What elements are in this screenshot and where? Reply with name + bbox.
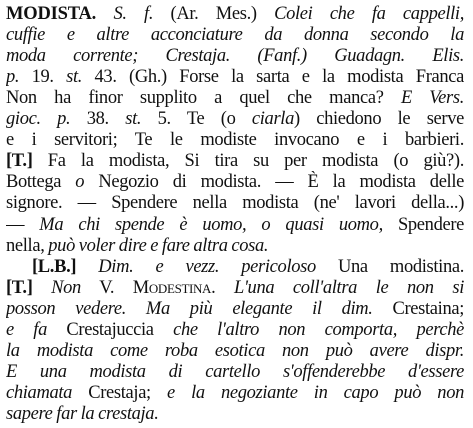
italic-text: (Fanf.) [257,46,307,67]
entry-line [6,3,464,25]
entry-line [6,382,464,404]
italic-text: st. [125,109,142,130]
italic-text: E una modista di cartello s'offenderebbe d'essere [6,361,464,382]
entry-text: 19. [19,67,67,88]
entry-text: Negozio di modista. — È la modista delle [84,172,464,193]
italic-text: che l'altro non comporta, perchè [173,319,464,340]
entry-text: Non ha finor supplito a quel che manca? [6,88,401,109]
cross-reference: Modestina. [132,277,216,298]
italic-text: Ma chi spende è uomo, o quasi uomo, [39,214,383,235]
source-marker: [T.] [6,151,33,172]
entry-line [6,66,464,88]
entry-line [6,45,464,67]
italic-text: chiamata [6,382,73,403]
entry-line [6,192,464,214]
italic-text: Dim. e vezz. pericoloso [98,256,316,277]
entry-text: e i servitori; Te le modiste invocano e i barbieri. [6,130,464,151]
entry-line [6,277,464,299]
entry-text: Una modistina. [315,256,464,277]
entry-text: Spendere [382,214,464,235]
source-marker: [L.B.] [32,256,77,277]
entry-line [6,340,464,362]
entry-line [6,150,464,172]
italic-text: cuffie e altre acconciature da donna secondo la [6,25,464,46]
entry-text: 5. Te (o [141,109,252,130]
italic-text: Guadagn. Elis. [334,46,464,67]
entry-line [6,361,464,383]
entry-line [6,87,464,109]
italic-text: S. f. [113,4,154,24]
italic-text: gioc. p. [6,109,71,130]
entry-line [6,24,464,46]
entry-text: Crestaina; [372,298,464,319]
entry-line [6,129,464,151]
entry-text: — [6,214,40,235]
entry-text: nella, [6,235,49,256]
entry-text [307,46,334,66]
entry-text: signore. — Spendere nella modista (ne' lavori della...) [6,193,464,214]
italic-text: st. [66,67,83,88]
entry-line [6,319,464,341]
entry-line [6,298,464,320]
italic-text: Colei che fa cappelli, [274,4,464,24]
entry-text [96,4,113,24]
italic-text: p. [6,67,20,88]
italic-text: e fa [6,319,47,340]
entry-text: Bottega [6,172,76,193]
entry-text: (Ar. Mes.) [153,4,275,24]
entry-line [6,108,464,130]
italic-text: o [75,172,85,193]
italic-text: sapere far la crestaja. [6,403,159,424]
italic-text: E Vers. [400,88,464,109]
entry-text [215,278,234,298]
entry-line [32,256,464,278]
entry-line [6,403,464,425]
italic-text: può voler dire e fare altra cosa. [48,235,269,256]
entry-line [6,214,464,236]
entry-text: V. [80,277,133,298]
headword: MODISTA. [6,4,97,24]
entry-text: Crestajuccia [46,319,174,340]
entry-line [6,171,464,193]
italic-text: L'una coll'altra le non si [234,277,464,298]
entry-text [33,278,52,298]
source-marker: [T.] [6,277,33,298]
italic-text: posson vedere. Ma più elegante il dim. [6,298,373,319]
italic-text: e la negoziante in capo può non [167,382,464,403]
entry-text: ) chiedono le serve [293,109,464,130]
entry-text: 38. [70,109,126,130]
entry-text [76,257,98,277]
italic-text: ciarla [251,109,294,130]
entry-text: Fa la modista, Si tira su per modista (o giù?). [32,151,464,172]
italic-text: moda corrente; Crestaja. [6,46,231,67]
italic-text: la modista come roba esotica non può avere dispr. [6,340,464,361]
entry-text: Crestaja; [72,382,168,403]
entry-line [6,235,464,257]
italic-text: Non [51,277,81,298]
entry-text [230,46,257,66]
entry-text: 43. (Gh.) Forse la sarta e la modista Franca [82,67,464,88]
